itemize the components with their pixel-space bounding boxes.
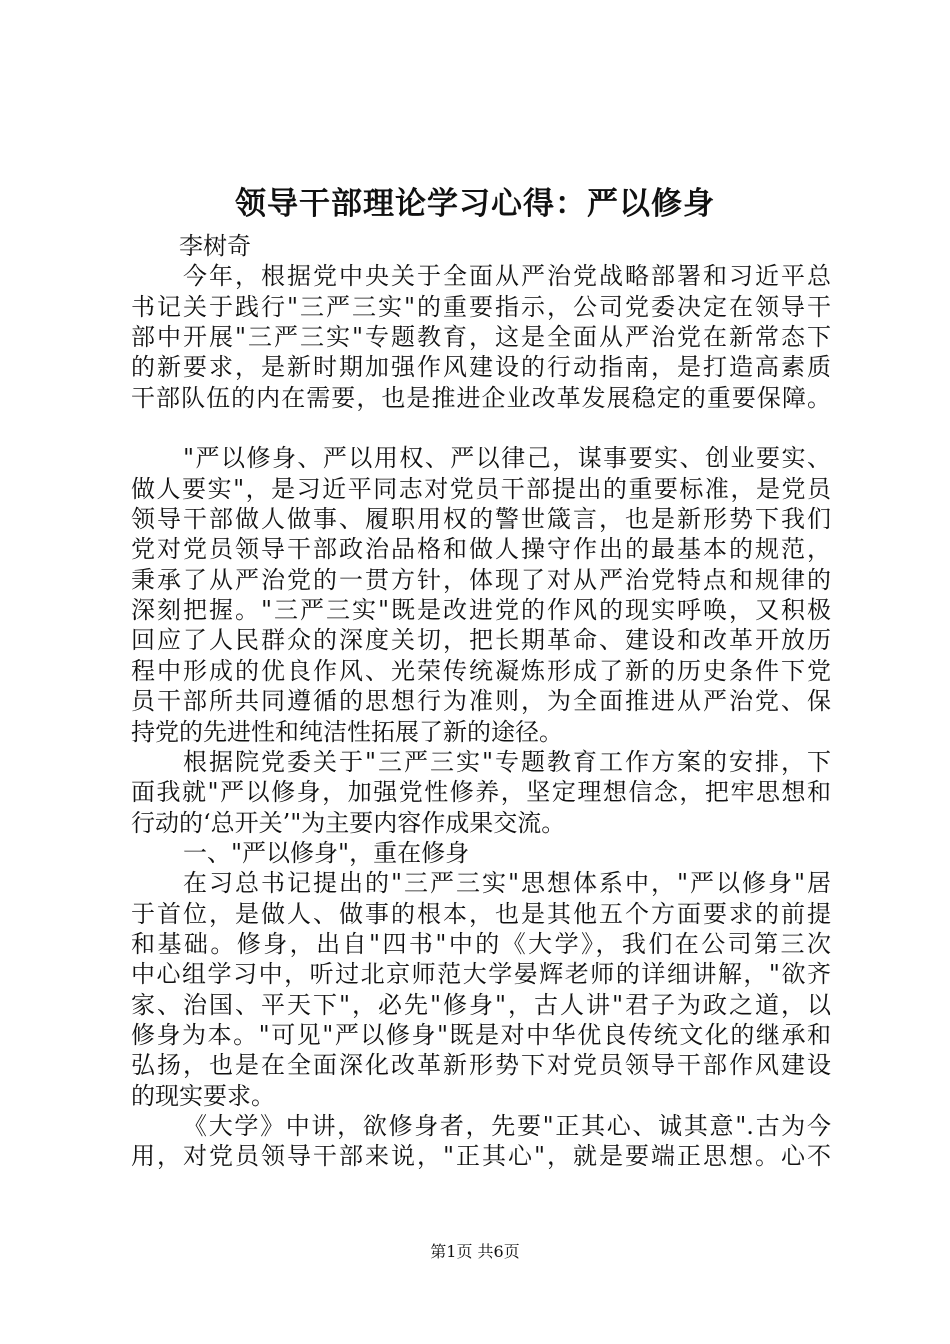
text-line: 程中形成的优良作风、光荣传统凝炼形成了新的历史条件下党: [131, 656, 831, 685]
paragraph-gap: [131, 413, 831, 443]
text-line: 弘扬，也是在全面深化改革新形势下对党员领导干部作风建设: [131, 1051, 831, 1080]
text-line: 于首位，是做人、做事的根本，也是其他五个方面要求的前提: [131, 899, 831, 928]
text-line: 家、治国、平天下"，必先"修身"，古人讲"君子为政之道，以: [131, 990, 831, 1019]
text-line: 干部队伍的内在需要，也是推进企业改革发展稳定的重要保障。: [131, 383, 831, 412]
text-line: 秉承了从严治党的一贯方针，体现了对从严治党特点和规律的: [131, 565, 831, 594]
text-line: 书记关于践行"三严三实"的重要指示，公司党委决定在领导干: [131, 292, 831, 321]
text-line: 今年，根据党中央关于全面从严治党战略部署和习近平总: [183, 262, 831, 291]
text-line: 中心组学习中，听过北京师范大学晏辉老师的详细讲解，"欲齐: [131, 960, 831, 989]
text-line: 部中开展"三严三实"专题教育，这是全面从严治党在新常态下: [131, 323, 831, 352]
text-line: 领导干部做人做事、履职用权的警世箴言，也是新形势下我们: [131, 505, 831, 534]
text-line: 根据院党委关于"三严三实"专题教育工作方案的安排，下: [183, 747, 831, 776]
author-line: 李树奇: [179, 232, 251, 260]
text-line: 深刻把握。"三严三实"既是改进党的作风的现实呼唤，又积极: [131, 596, 831, 625]
text-line: 用，对党员领导干部来说，"正其心"，就是要端正思想。心不: [131, 1142, 831, 1171]
text-line: 回应了人民群众的深度关切，把长期革命、建设和改革开放历: [131, 626, 831, 655]
text-line: 做人要实"，是习近平同志对党员干部提出的重要标准，是党员: [131, 474, 831, 503]
text-line: "严以修身、严以用权、严以律己，谋事要实、创业要实、: [183, 444, 831, 473]
section-heading: 一、"严以修身"，重在修身: [183, 838, 470, 867]
text-line: 修身为本。"可见"严以修身"既是对中华优良传统文化的继承和: [131, 1020, 831, 1049]
text-line: 党对党员领导干部政治品格和做人操守作出的最基本的规范，: [131, 535, 831, 564]
document-body: [131, 231, 831, 1172]
page-number: 第1页 共6页: [430, 1242, 520, 1261]
text-line: 《大学》中讲，欲修身者，先要"正其心、诚其意".古为今: [183, 1111, 831, 1140]
document-title: 领导干部理论学习心得：严以修身: [235, 186, 715, 222]
text-line: 行动的‘总开关’"为主要内容作成果交流。: [131, 808, 566, 837]
text-line: 的现实要求。: [131, 1081, 275, 1110]
text-line: 在习总书记提出的"三严三实"思想体系中，"严以修身"居: [183, 869, 831, 898]
text-line: 和基础。修身，出自"四书"中的《大学》，我们在公司第三次: [131, 929, 831, 958]
text-line: 持党的先进性和纯洁性拓展了新的途径。: [131, 717, 563, 746]
text-line: 员干部所共同遵循的思想行为准则，为全面推进从严治党、保: [131, 687, 831, 716]
text-line: 面我就"严以修身，加强党性修养，坚定理想信念，把牢思想和: [131, 778, 831, 807]
text-line: 的新要求，是新时期加强作风建设的行动指南，是打造高素质: [131, 353, 831, 382]
